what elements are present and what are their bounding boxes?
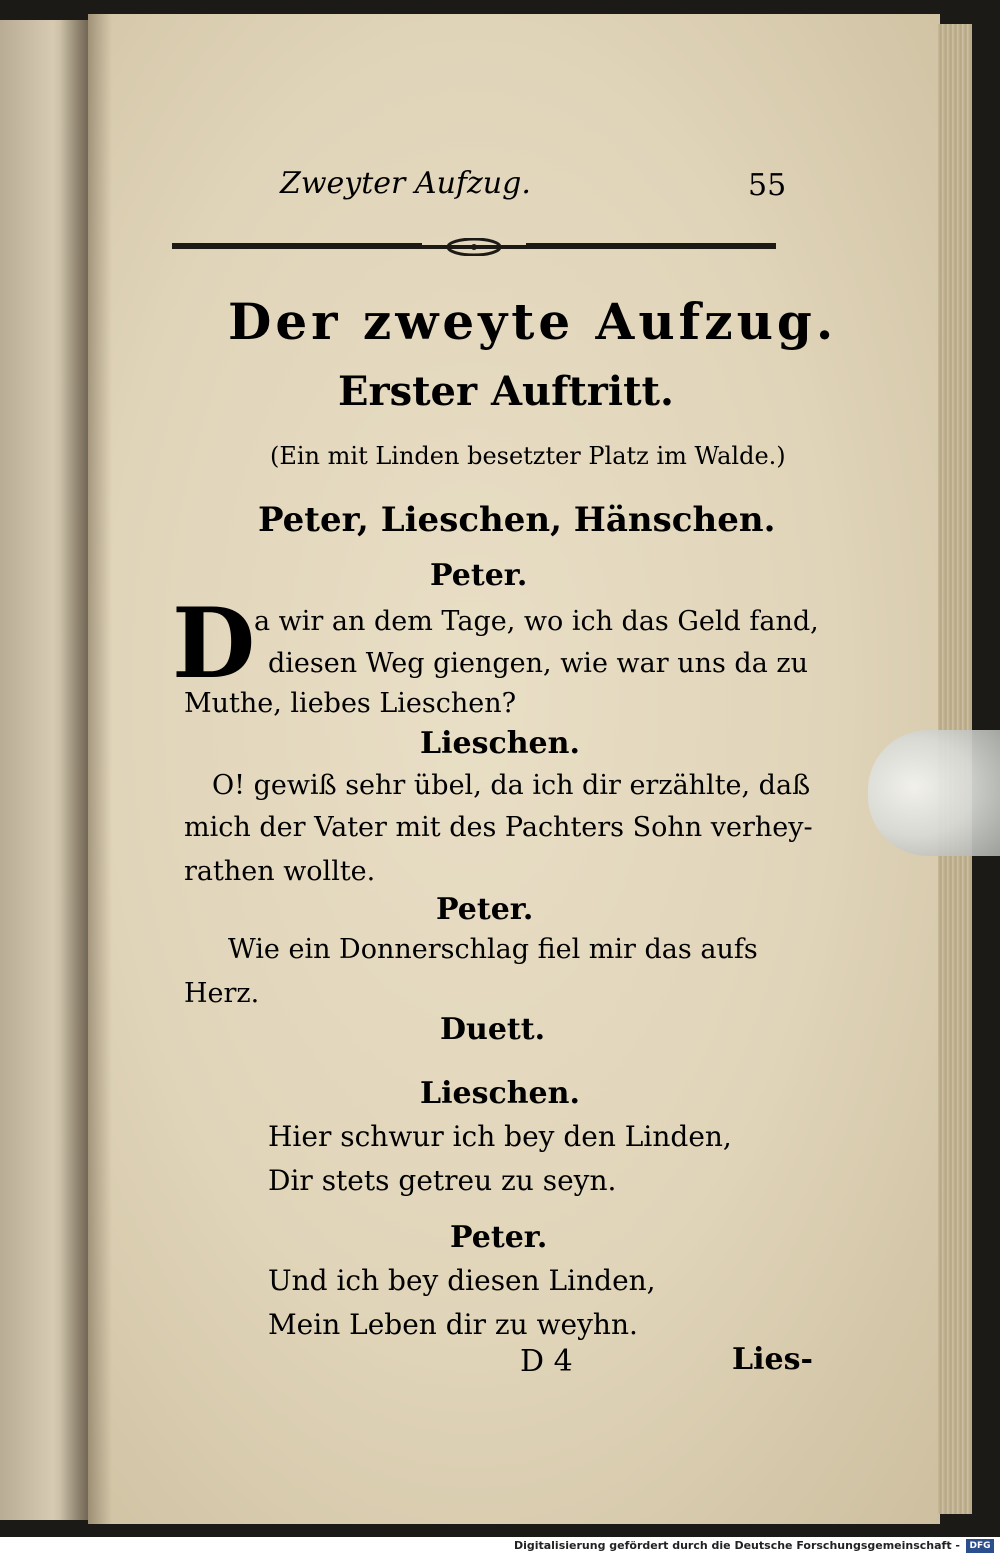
- gutter-shadow: [88, 14, 112, 1524]
- speaker-label: Peter.: [450, 1220, 548, 1255]
- scene-title: Erster Auftritt.: [338, 368, 674, 415]
- drop-cap: D: [172, 587, 256, 700]
- text-line: O! gewiß sehr übel, da ich dir erzählte, daß: [212, 770, 811, 801]
- speaker-label: Peter.: [436, 892, 534, 927]
- verse-line: Dir stets getreu zu seyn.: [268, 1164, 617, 1197]
- verse-line: Hier schwur ich bey den Linden,: [268, 1120, 732, 1153]
- speaker-label: Lieschen.: [420, 726, 580, 761]
- character-list: Peter, Lieschen, Hänschen.: [258, 500, 776, 540]
- signature-mark: D 4: [520, 1344, 573, 1379]
- ornament-rule: [172, 238, 776, 256]
- text-line: diesen Weg giengen, wie war uns da zu: [268, 648, 808, 679]
- page-number: 55: [748, 168, 787, 203]
- bookmark-tab: [868, 730, 1000, 856]
- text-line: rathen wollte.: [184, 856, 376, 887]
- verse-line: Mein Leben dir zu weyhn.: [268, 1308, 638, 1341]
- catchword: Lies-: [732, 1342, 813, 1377]
- text-line: Wie ein Donnerschlag fiel mir das aufs: [228, 934, 758, 965]
- speaker-label: Lieschen.: [420, 1076, 580, 1111]
- verse-line: Und ich bey diesen Linden,: [268, 1264, 656, 1297]
- dfg-logo: DFG: [966, 1539, 994, 1553]
- act-title: Der zweyte Aufzug.: [228, 292, 838, 351]
- speaker-label: Peter.: [430, 558, 528, 593]
- duet-title: Duett.: [440, 1012, 546, 1047]
- stage-direction: (Ein mit Linden besetzter Platz im Walde.): [270, 442, 786, 470]
- text-line: Herz.: [184, 978, 260, 1009]
- text-line: Muthe, liebes Lieschen?: [184, 688, 517, 719]
- footer-credit: Digitalisierung gefördert durch die Deutsche Forschungsgemeinschaft -: [513, 1539, 960, 1552]
- book-gutter: [60, 20, 90, 1520]
- text-line: mich der Vater mit des Pachters Sohn verhey-: [184, 812, 813, 843]
- text-line: a wir an dem Tage, wo ich das Geld fand,: [254, 606, 819, 637]
- running-title: Zweyter Aufzug.: [280, 166, 531, 201]
